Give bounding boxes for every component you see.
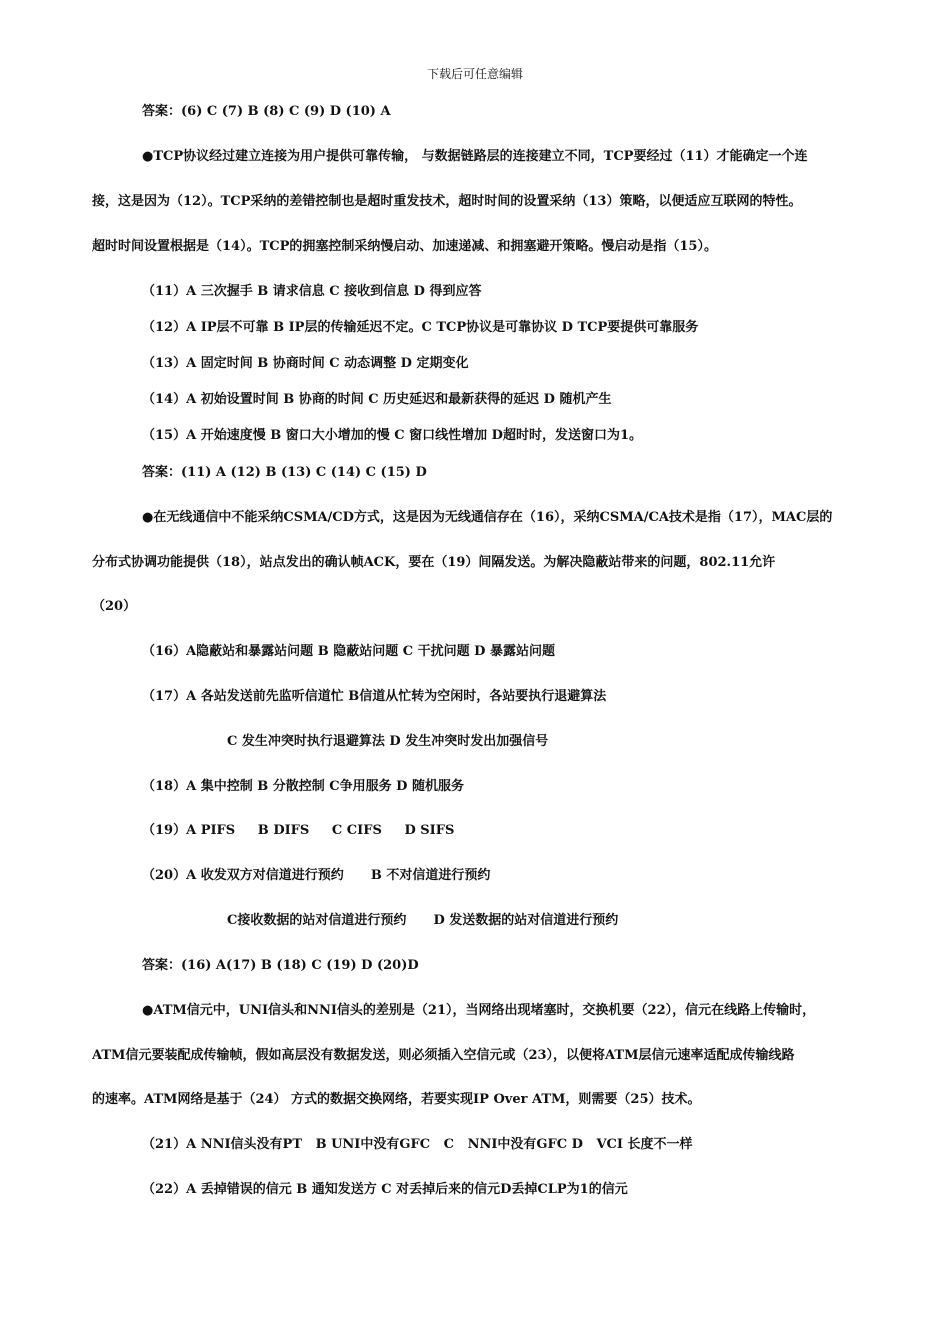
question-wireless-line-3: （20） [92, 599, 137, 614]
option-12: （12）A IP层不可靠 B IP层的传输延迟不定。C TCP协议是可靠协议 D TCP要提供可靠服务 [142, 320, 699, 335]
question-atm-line-3: 的速率。ATM网络是基于（24） 方式的数据交换网络，若要实现IP Over ATM，则需要（25）技术。 [92, 1092, 701, 1107]
option-22: （22）A 丢掉错误的信元 B 通知发送方 C 对丢掉后来的信元D丢掉CLP为1的信元 [142, 1182, 628, 1197]
option-20-line-2: C接收数据的站对信道进行预约 D 发送数据的站对信道进行预约 [227, 913, 619, 928]
question-tcp-line-2: 接，这是因为（12）。TCP采纳的差错控制也是超时重发技术，超时时间的设置采纳（13）策略，以便适应互联网的特性。 [92, 194, 802, 209]
option-20-line-1: （20）A 收发双方对信道进行预约 B 不对信道进行预约 [142, 868, 491, 883]
option-18: （18）A 集中控制 B 分散控制 C争用服务 D 随机服务 [142, 779, 464, 794]
question-tcp-line-1: ●TCP协议经过建立连接为用户提供可靠传输， 与数据链路层的连接建立不同，TCP要经过（11）才能确定一个连 [142, 149, 808, 164]
answer-line-6-10: 答案：(6) C (7) B (8) C (9) D (10) A [142, 104, 391, 119]
option-17-line-1: （17）A 各站发送前先监听信道忙 B信道从忙转为空闲时，各站要执行退避算法 [142, 689, 607, 704]
option-15: （15）A 开始速度慢 B 窗口大小增加的慢 C 窗口线性增加 D超时时，发送窗口为1。 [142, 428, 642, 443]
answer-line-16-20: 答案：(16) A(17) B (18) C (19) D (20)D [142, 958, 419, 973]
option-14: （14）A 初始设置时间 B 协商的时间 C 历史延迟和最新获得的延迟 D 随机产生 [142, 392, 612, 407]
option-11: （11）A 三次握手 B 请求信息 C 接收到信息 D 得到应答 [142, 284, 482, 299]
question-wireless-line-1: ●在无线通信中不能采纳CSMA/CD方式，这是因为无线通信存在（16），采纳CSMA/CA技术是指（17），MAC层的 [142, 510, 833, 525]
option-13: （13）A 固定时间 B 协商时间 C 动态调整 D 定期变化 [142, 356, 469, 371]
question-tcp-line-3: 超时时间设置根据是（14）。TCP的拥塞控制采纳慢启动、加速递减、和拥塞避开策略。慢启动是指（15）。 [92, 239, 717, 254]
question-atm-line-1: ●ATM信元中，UNI信头和NNI信头的差别是（21），当网络出现堵塞时，交换机要（22），信元在线路上传输时， [142, 1003, 816, 1018]
option-21: （21）A NNI信头没有PT B UNI中没有GFC C NNI中没有GFC D VCI 长度不一样 [142, 1137, 693, 1152]
option-16: （16）A隐蔽站和暴露站问题 B 隐蔽站问题 C 干扰问题 D 暴露站问题 [142, 644, 555, 659]
question-wireless-line-2: 分布式协调功能提供（18），站点发出的确认帧ACK，要在（19）间隔发送。为解决隐蔽站带来的问题，802.11允许 [92, 555, 776, 570]
option-17-line-2: C 发生冲突时执行退避算法 D 发生冲突时发出加强信号 [227, 734, 549, 749]
option-19: （19）A PIFS B DIFS C CIFS D SIFS [142, 823, 455, 838]
question-atm-line-2: ATM信元要装配成传输帧，假如高层没有数据发送，则必须插入空信元或（23），以便将ATM层信元速率适配成传输线路 [92, 1048, 795, 1063]
page-header: 下载后可任意编辑 [426, 67, 523, 81]
answer-line-11-15: 答案：(11) A (12) B (13) C (14) C (15) D [142, 465, 427, 480]
